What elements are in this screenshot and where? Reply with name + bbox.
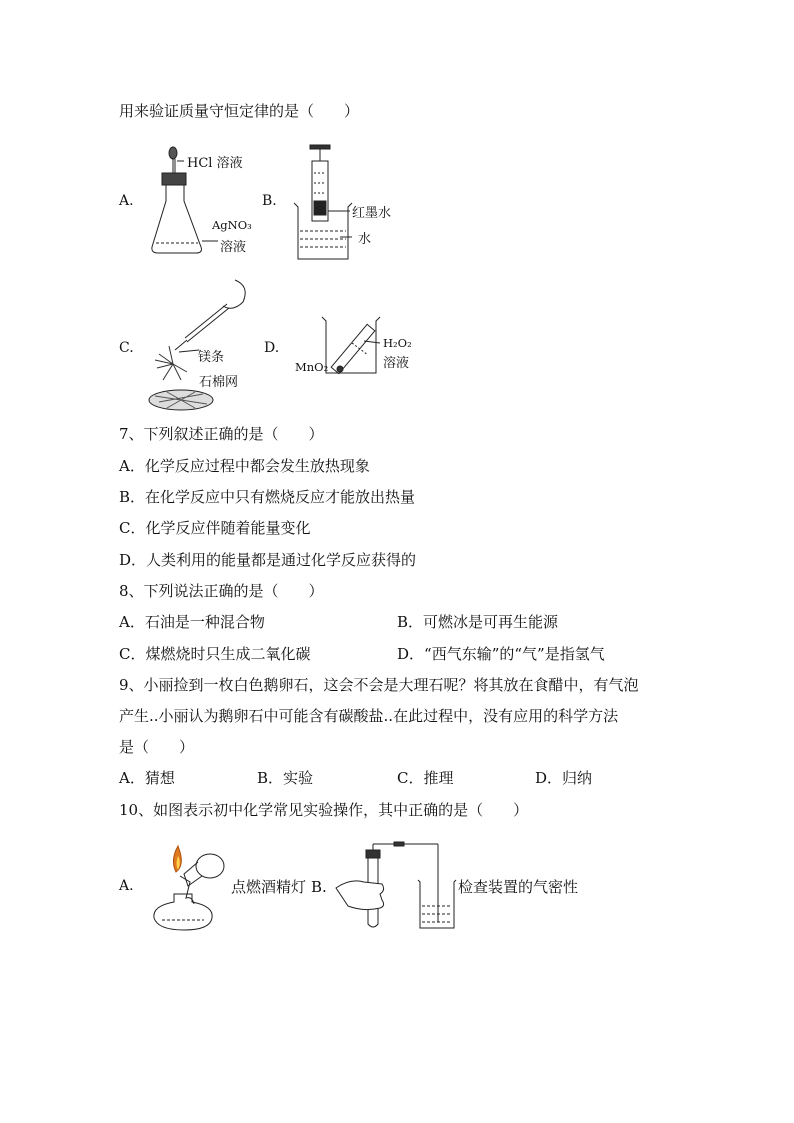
q10-b-caption: 检查装置的气密性 (458, 878, 579, 896)
airtightness-check-diagram (334, 840, 464, 932)
syringe-beaker-diagram (290, 143, 360, 263)
q9-option-c: C．推理 (397, 769, 454, 787)
q7-option-b: B．在化学反应中只有燃烧反应才能放出热量 (119, 488, 416, 506)
q8-option-b: B．可燃冰是可再生能源 (397, 613, 559, 631)
q6-b-label-ink: 红墨水 (352, 206, 392, 221)
q9-line-2: 产生..小丽认为鹅卵石中可能含有碳酸盐..在此过程中，没有应用的科学方法 (119, 707, 619, 725)
hydrogen-peroxide-diagram (318, 313, 388, 377)
q9-option-b: B．实验 (257, 769, 314, 787)
q8-option-d: D．“西气东输”的“气”是指氢气 (397, 645, 605, 663)
q6-option-d-letter: D. (264, 340, 280, 356)
q7-stem: 7、下列叙述正确的是（ ） (119, 425, 324, 443)
q6-d-label-mno2: MnO₂ (295, 360, 329, 374)
q6-c-label-gauze: 石棉网 (199, 375, 239, 390)
q6-d-label-h2o2: H₂O₂ (383, 336, 412, 350)
q6-a-label-agno3: AgNO₃ (212, 218, 252, 232)
q6-option-a-letter: A. (119, 193, 134, 209)
q9-option-d: D．归纳 (535, 769, 593, 787)
q10-option-b-letter: B. (311, 878, 327, 896)
q9-line-1: 9、小丽捡到一枚白色鹅卵石，这会不会是大理石呢？将其放在食醋中，有气泡 (119, 676, 639, 694)
q9-option-a: A．猜想 (119, 769, 175, 787)
q10-a-caption: 点燃酒精灯 (231, 878, 307, 896)
q10-option-a-letter: A. (119, 878, 134, 894)
q6-a-top-label: HCl 溶液 (187, 156, 243, 171)
q6-option-b-letter: B. (262, 193, 277, 209)
q6-a-label-solution: 溶液 (220, 240, 247, 255)
q7-option-a: A．化学反应过程中都会发生放热现象 (119, 457, 370, 475)
q8-option-a: A．石油是一种混合物 (119, 613, 265, 631)
alcohol-lamp-diagram (148, 842, 228, 932)
q8-option-c: C．煤燃烧时只生成二氧化碳 (119, 645, 311, 663)
q6-d-label-solution: 溶液 (383, 356, 410, 371)
q10-stem: 10、如图表示初中化学常见实验操作，其中正确的是（ ） (119, 801, 529, 819)
q6-b-label-water: 水 (358, 232, 372, 247)
q6-c-label-mg: 镁条 (198, 350, 225, 365)
q9-line-3: 是（ ） (119, 738, 195, 756)
q6-option-c-letter: C. (119, 340, 134, 356)
q8-stem: 8、下列说法正确的是（ ） (119, 582, 324, 600)
q7-option-c: C．化学反应伴随着能量变化 (119, 519, 311, 537)
q7-option-d: D．人类利用的能量都是通过化学反应获得的 (119, 551, 417, 569)
q6-stem: 用来验证质量守恒定律的是（ ） (119, 102, 360, 120)
